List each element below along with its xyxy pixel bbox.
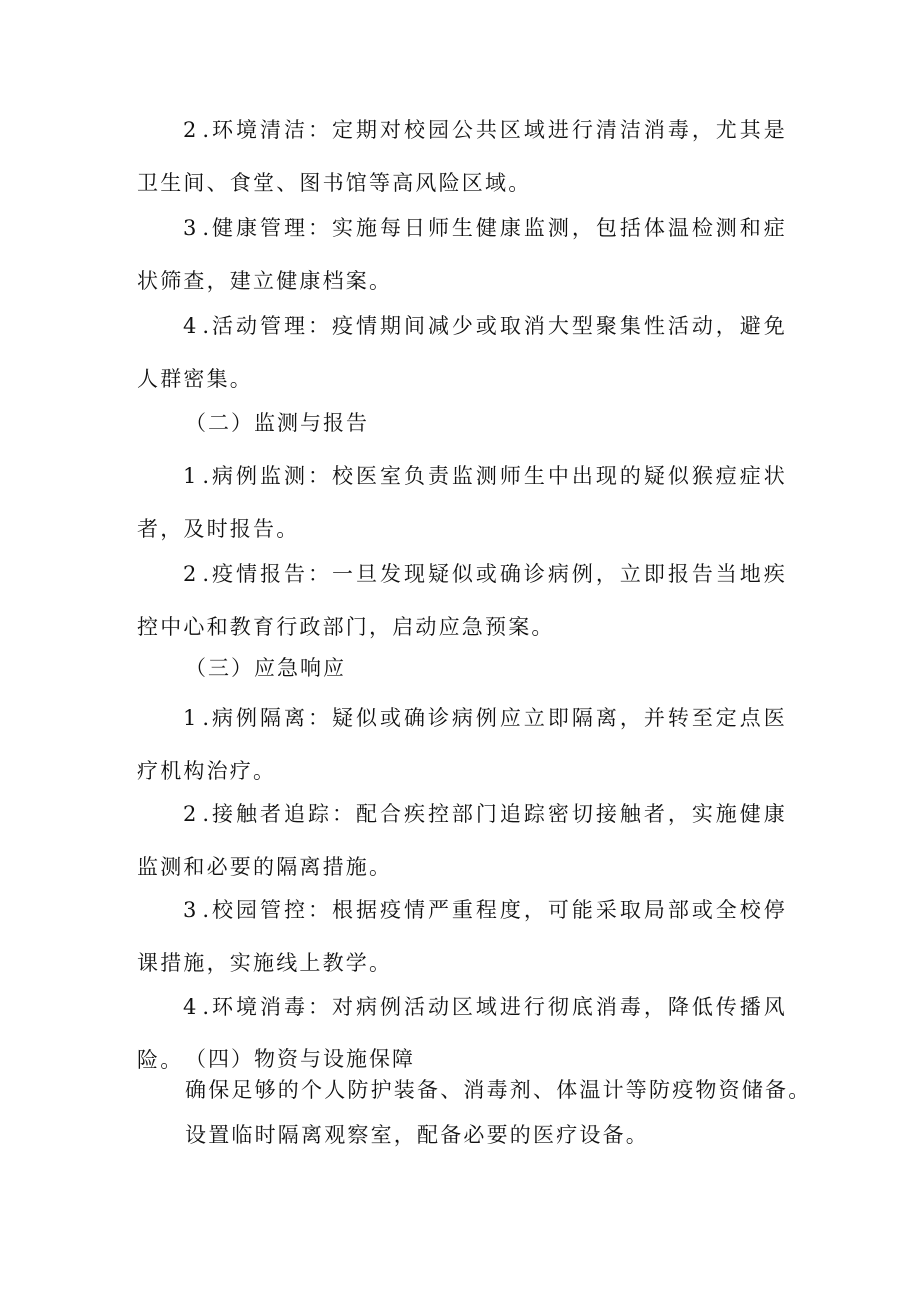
item-number: 3 (183, 898, 203, 922)
item-number: 2 (183, 802, 203, 826)
paragraph-text: .疫情报告：一旦发现疑似或确诊病例，立即报告当地疾控中心和教育行政部门，启动应急预案。 (137, 562, 787, 639)
paragraph-health-management (137, 202, 787, 308)
paragraph-text: .环境消毒：对病例活动区域进行彻底消毒，降低传播风险。 (137, 995, 787, 1072)
item-number: 4 (183, 314, 203, 338)
paragraph-campus-control (137, 884, 787, 990)
paragraph-case-monitoring (137, 450, 787, 556)
item-number: 2 (183, 562, 203, 586)
section-heading-supplies: （四）物资与设施保障 (185, 1047, 415, 1071)
paragraph-text: .病例隔离：疑似或确诊病例应立即隔离，并转至定点医疗机构治疗。 (137, 706, 787, 783)
item-number: 1 (183, 464, 203, 488)
item-number: 3 (183, 216, 203, 240)
paragraph-activity-management (137, 300, 787, 406)
paragraph-environment-cleaning (137, 104, 787, 210)
paragraph-contact-tracing (137, 788, 787, 894)
paragraph-text: .环境清洁：定期对校园公共区域进行清洁消毒，尤其是卫生间、食堂、图书馆等高风险区域。 (137, 118, 787, 195)
paragraph-facility: 设置临时隔离观察室，配备必要的医疗设备。 (185, 1123, 649, 1147)
paragraph-supplies: 确保足够的个人防护装备、消毒剂、体温计等防疫物资储备。 (185, 1078, 812, 1102)
paragraph-text: .接触者追踪：配合疾控部门追踪密切接触者，实施健康监测和必要的隔离措施。 (137, 802, 787, 879)
item-number: 1 (183, 706, 203, 730)
paragraph-text: .病例监测：校医室负责监测师生中出现的疑似猴痘症状者，及时报告。 (137, 464, 787, 541)
item-number: 4 (183, 995, 203, 1019)
section-heading-emergency: （三）应急响应 (185, 656, 346, 680)
item-number: 2 (183, 118, 203, 142)
paragraph-text: .校园管控：根据疫情严重程度，可能采取局部或全校停课措施，实施线上教学。 (137, 898, 787, 975)
paragraph-case-isolation (137, 692, 787, 798)
paragraph-text: .健康管理：实施每日师生健康监测，包括体温检测和症状筛查，建立健康档案。 (137, 216, 787, 293)
paragraph-text: .活动管理：疫情期间减少或取消大型聚集性活动，避免人群密集。 (137, 314, 787, 391)
paragraph-epidemic-report (137, 548, 787, 654)
section-heading-monitoring: （二）监测与报告 (185, 411, 369, 435)
